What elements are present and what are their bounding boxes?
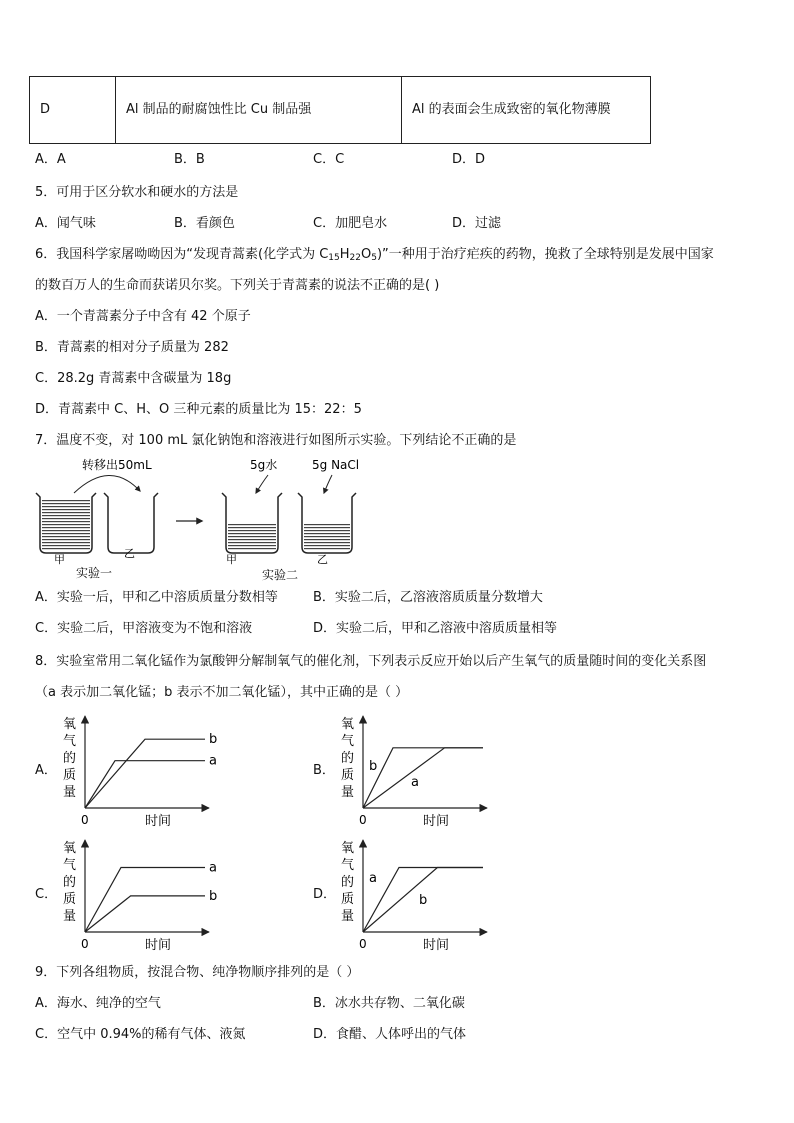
q9-option-b: B．冰水共存物、二氧化碳 [313,996,465,1011]
y-axis-label-char: 气 [341,858,355,873]
series-label-a: a [209,860,217,876]
y-axis-label-char: 质 [341,892,355,907]
q8-option-d: D． [313,887,337,902]
table-cell: D [30,77,116,144]
label-jia: 甲 [54,553,65,566]
formula-h: H [339,247,350,262]
q5-option-c: C．加肥皂水 [313,216,388,231]
q6-stem-line1 [35,247,714,263]
y-axis-label-char: 的 [63,751,77,766]
y-axis-label-char: 量 [63,785,77,800]
y-axis-label-char: 质 [63,768,77,783]
q9-option-c: C．空气中 0.94%的稀有气体、液氮 [35,1027,246,1042]
series-label-b: b [209,888,218,904]
water-label: 5g水 [250,458,278,472]
y-axis-label-char: 量 [341,909,355,924]
q6-option-a: A．一个青蒿素分子中含有 42 个原子 [35,309,251,324]
series-line-b [85,739,205,808]
q4-option-c: C．C [313,152,345,167]
q7-option-b: B．实验二后，乙溶液溶质质量分数增大 [313,590,543,605]
beaker-jia-exp1 [36,493,96,553]
q8-stem-line2: （a 表示加二氧化锰；b 表示不加二氧化锰），其中正确的是（ ） [35,685,409,700]
transfer-arrow [74,475,140,493]
origin-label: 0 [81,937,89,951]
y-axis-label-char: 气 [341,734,355,749]
q4-option-a: A．A [35,152,66,167]
q4-option-d: D．D [452,152,486,167]
formula-sub: 5 [371,253,377,263]
y-axis-label-char: 量 [341,785,355,800]
q8-option-c: C． [35,887,58,902]
label-yi: 乙 [124,547,135,560]
series-line-a [85,761,205,808]
beaker-yi-exp2 [298,493,356,553]
q4-option-b: B．B [174,152,205,167]
q8-chart-d [333,836,493,958]
answer-table [29,76,651,144]
q5-option-a: A．闻气味 [35,216,96,231]
series-line-b [363,748,483,808]
q6-stem-a: 6．我国科学家屠呦呦因为“发现青蒿素(化学式为 C [35,247,329,262]
q8-stem-line1: 8．实验室常用二氧化锰作为氯酸钾分解制氧气的催化剂，下列表示反应开始以后产生氧气的质量随时间的变化关系图 [35,654,707,669]
y-axis-label-char: 质 [341,768,355,783]
beaker-yi-exp1 [104,493,158,553]
q8-chart-b [333,712,493,834]
q8-option-a: A． [35,763,57,778]
table-row [30,77,651,144]
beaker-jia-exp2 [222,493,282,553]
q5-stem: 5．可用于区分软水和硬水的方法是 [35,185,239,200]
table-cell: Al 制品的耐腐蚀性比 Cu 制品强 [116,77,402,144]
q6-stem-line2: 的数百万人的生命而获诺贝尔奖。下列关于青蒿素的说法不正确的是( ) [35,278,440,293]
series-line-a [85,868,205,933]
label-exp2: 实验二 [262,568,299,582]
series-label-a: a [411,775,419,790]
q7-stem: 7．温度不变，对 100 mL 氯化钠饱和溶液进行如图所示实验。下列结论不正确的是 [35,433,517,448]
formula-sub: 22 [349,253,361,263]
table-cell: Al 的表面会生成致密的氧化物薄膜 [402,77,651,144]
q6-option-b: B．青蒿素的相对分子质量为 282 [35,340,229,355]
nacl-label: 5g NaCl [312,458,360,472]
series-label-a: a [369,871,377,886]
series-line-b [85,896,205,932]
series-label-b: b [209,732,218,748]
q5-option-d: D．过滤 [452,216,502,231]
y-axis-label-char: 量 [63,909,77,924]
q8-chart-a [55,712,218,834]
x-axis-label: 时间 [423,938,450,953]
x-axis-label: 时间 [423,814,450,829]
q9-option-d: D．食醋、人体呼出的气体 [313,1027,467,1042]
formula-sub: 15 [328,253,340,263]
q9-stem: 9．下列各组物质，按混合物、纯净物顺序排列的是（ ） [35,965,360,980]
y-axis-label-char: 氧 [63,717,77,732]
series-label-b: b [419,893,428,908]
q8-option-b: B． [313,763,335,778]
label-jia: 甲 [226,553,237,566]
origin-label: 0 [359,937,367,951]
origin-label: 0 [81,813,89,827]
label-yi: 乙 [317,553,328,566]
series-label-b: b [369,759,378,774]
y-axis-label-char: 质 [63,892,77,907]
q7-option-d: D．实验二后，甲和乙溶液中溶质质量相等 [313,621,558,636]
y-axis-label-char: 气 [63,734,77,749]
series-line-a [363,748,483,808]
q6-option-c: C．28.2g 青蒿素中含碳量为 18g [35,371,232,386]
origin-label: 0 [359,813,367,827]
q7-option-a: A．实验一后，甲和乙中溶质质量分数相等 [35,590,278,605]
q7-option-c: C．实验二后，甲溶液变为不饱和溶液 [35,621,253,636]
y-axis-label-char: 氧 [341,841,355,856]
y-axis-label-char: 的 [63,875,77,890]
q9-option-a: A．海水、纯净的空气 [35,996,161,1011]
q6-option-d: D．青蒿素中 C、H、O 三种元素的质量比为 15：22：5 [35,402,362,417]
label-exp1: 实验一 [76,566,113,580]
q8-chart-c [55,836,218,958]
series-label-a: a [209,753,217,769]
y-axis-label-char: 氧 [341,717,355,732]
x-axis-label: 时间 [145,938,172,953]
y-axis-label-char: 的 [341,751,355,766]
q5-option-b: B．看颜色 [174,216,235,231]
formula-o: O [360,247,372,262]
q7-experiment-figure [30,455,390,583]
q6-stem-b: )”一种用于治疗疟疾的药物，挽救了全球特别是发展中国家 [376,247,714,262]
y-axis-label-char: 气 [63,858,77,873]
nacl-arrow [324,475,332,493]
x-axis-label: 时间 [145,814,172,829]
transfer-label: 转移出50mL [82,458,152,472]
water-arrow [256,475,268,493]
y-axis-label-char: 的 [341,875,355,890]
y-axis-label-char: 氧 [63,841,77,856]
